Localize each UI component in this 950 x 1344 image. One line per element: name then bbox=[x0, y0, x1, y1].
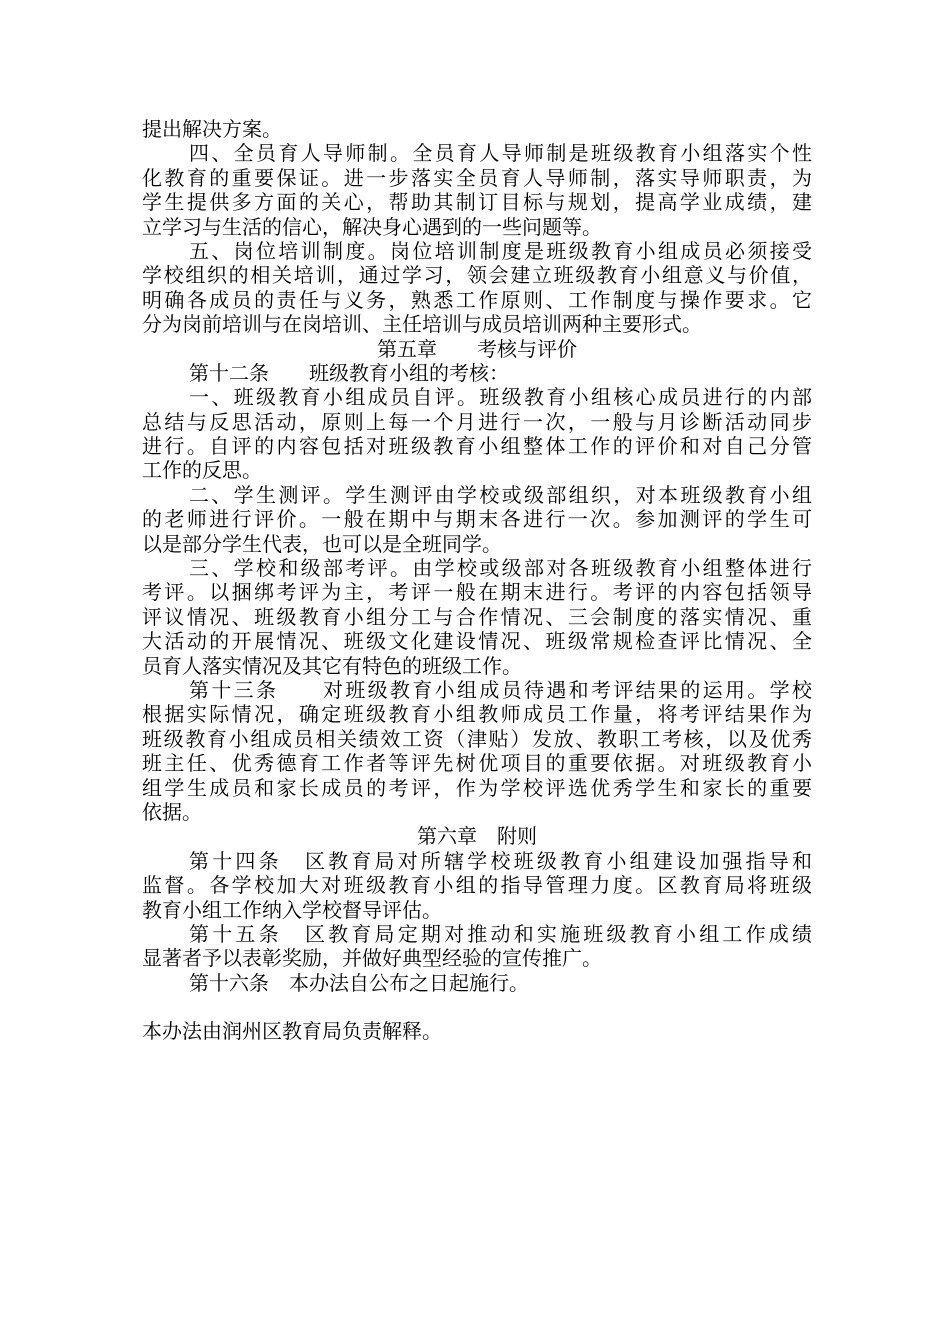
article-heading: 第十六条 本办法自公布之日起施行。 bbox=[189, 970, 529, 995]
article-heading: 第十五条 区教育局定期对推动和实施班级教育小组工作成绩 bbox=[189, 921, 812, 946]
text-line: 分为岗前培训与在岗培训、主任培训与成员培训两种主要形式。 bbox=[142, 312, 702, 337]
text-line: 的老师进行评价。一般在期中与期末各进行一次。参加测评的学生可 bbox=[142, 507, 812, 532]
text-line: 大活动的开展情况、班级文化建设情况、班级常规检查评比情况、全 bbox=[142, 629, 812, 654]
text-line: 根据实际情况，确定班级教育小组教师成员工作量，将考评结果作为 bbox=[142, 702, 812, 727]
text-line: 提出解决方案。 bbox=[142, 117, 282, 141]
closing-note: 本办法由润州区教育局负责解释。 bbox=[142, 1019, 442, 1044]
text-line: 员育人落实情况及其它有特色的班级工作。 bbox=[142, 653, 522, 678]
text-line: 评议情况、班级教育小组分工与合作情况、三会制度的落实情况、重 bbox=[142, 604, 812, 629]
text-line: 总结与反思活动，原则上每一个月进行一次，一般与月诊断活动同步 bbox=[142, 409, 812, 434]
chapter-title: 第五章 考核与评价 bbox=[377, 336, 577, 361]
blank-line bbox=[142, 995, 812, 1019]
paragraph-heading-line: 四、全员育人导师制。全员育人导师制是班级教育小组落实个性 bbox=[189, 141, 812, 166]
paragraph-heading-line: 一、班级教育小组成员自评。班级教育小组核心成员进行的内部 bbox=[189, 385, 812, 410]
paragraph-heading-line: 二、学生测评。学生测评由学校或级部组织，对本班级教育小组 bbox=[189, 482, 812, 507]
text-line: 明确各成员的责任与义务，熟悉工作原则、工作制度与操作要求。它 bbox=[142, 287, 812, 312]
text-line: 以是部分学生代表，也可以是全班同学。 bbox=[142, 531, 502, 556]
text-line: 组学生成员和家长成员的考评，作为学校评选优秀学生和家长的重要 bbox=[142, 775, 812, 800]
text-line: 显著者予以表彰奖励，并做好典型经验的宣传推广。 bbox=[142, 946, 602, 971]
text-line: 教育小组工作纳入学校督导评估。 bbox=[142, 897, 442, 922]
text-line: 班主任、优秀德育工作者等评先树优项目的重要依据。对班级教育小 bbox=[142, 751, 812, 776]
text-line: 学生提供多方面的关心，帮助其制订目标与规划，提高学业成绩，建 bbox=[142, 190, 812, 215]
text-line: 监督。各学校加大对班级教育小组的指导管理力度。区教育局将班级 bbox=[142, 873, 812, 898]
article-heading: 第十四条 区教育局对所辖学校班级教育小组建设加强指导和 bbox=[189, 848, 812, 873]
text-line: 学校组织的相关培训，通过学习，领会建立班级教育小组意义与价值， bbox=[142, 263, 812, 288]
text-line: 化教育的重要保证。进一步落实全员育人导师制，落实导师职责，为 bbox=[142, 165, 812, 190]
text-line: 进行。自评的内容包括对班级教育小组整体工作的评价和对自己分管 bbox=[142, 434, 812, 459]
article-heading: 第十二条 班级教育小组的考核： bbox=[189, 360, 509, 385]
article-heading: 第十三条 对班级教育小组成员待遇和考评结果的运用。学校 bbox=[189, 677, 812, 702]
document-body bbox=[142, 117, 812, 1044]
chapter-title: 第六章 附则 bbox=[417, 824, 537, 849]
text-line: 依据。 bbox=[142, 799, 202, 824]
text-line: 考评。以捆绑考评为主，考评一般在期末进行。考评的内容包括领导 bbox=[142, 580, 812, 605]
text-line: 班级教育小组成员相关绩效工资（津贴）发放、教职工考核，以及优秀 bbox=[142, 726, 812, 751]
text-line: 立学习与生活的信心，解决身心遇到的一些问题等。 bbox=[142, 214, 602, 239]
paragraph-heading-line: 三、学校和级部考评。由学校或级部对各班级教育小组整体进行 bbox=[189, 556, 812, 581]
paragraph-heading-line: 五、岗位培训制度。岗位培训制度是班级教育小组成员必须接受 bbox=[189, 238, 812, 263]
text-line: 工作的反思。 bbox=[142, 458, 262, 483]
